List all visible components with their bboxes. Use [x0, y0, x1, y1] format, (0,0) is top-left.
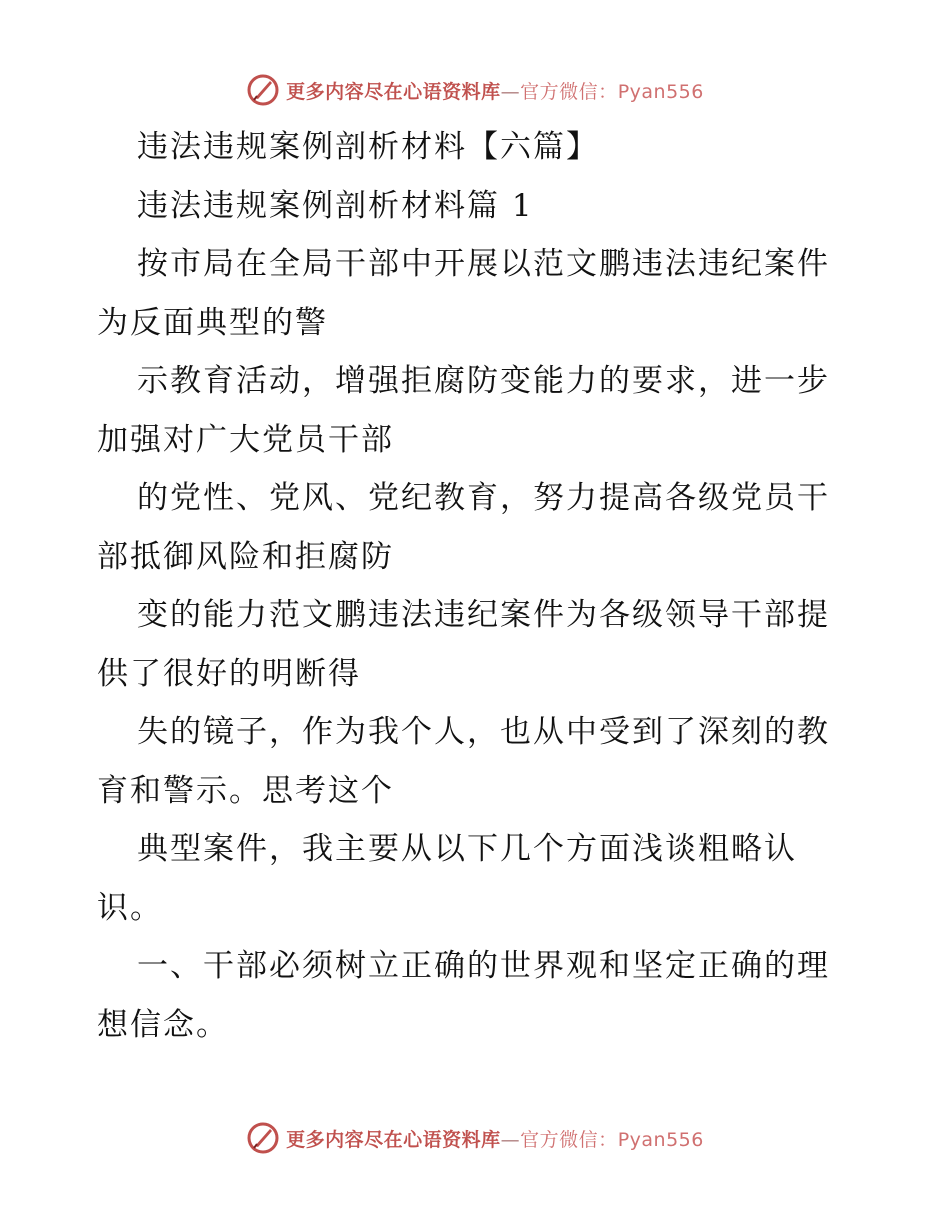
text-line: 的党性、党风、党纪教育，努力提高各级党员干 [137, 480, 830, 516]
footer-banner-text [286, 1125, 704, 1152]
footer-separator: — [500, 1128, 521, 1151]
header-separator: — [500, 80, 521, 103]
text-line: 加强对广大党员干部 [97, 421, 394, 458]
text-line: 变的能力范文鹏违法违纪案件为各级领导干部提 [137, 597, 830, 633]
text-line: 典型案件，我主要从以下几个方面浅谈粗略认 [137, 831, 797, 867]
text-line: 为反面典型的警 [97, 304, 328, 341]
quill-logo-icon [246, 1121, 280, 1155]
header-wechat-label: 官方微信： [520, 80, 618, 103]
footer-wechat-id: Pyan556 [617, 1128, 704, 1151]
text-line: 供了很好的明断得 [97, 655, 361, 692]
text-line: 育和警示。思考这个 [97, 772, 394, 809]
footer-site-name: 更多内容尽在心语资料库 [286, 1128, 501, 1151]
text-line: 一、干部必须树立正确的世界观和坚定正确的理 [137, 948, 830, 984]
text-line: 按市局在全局干部中开展以范文鹏违法违纪案件 [137, 246, 830, 282]
text-line: 示教育活动，增强拒腐防变能力的要求，进一步 [137, 363, 830, 399]
text-line: 想信念。 [97, 1006, 229, 1043]
header-banner-text [286, 77, 704, 104]
text-line: 识。 [97, 889, 163, 926]
header-site-name: 更多内容尽在心语资料库 [286, 80, 501, 103]
footer-wechat-label: 官方微信： [520, 1128, 618, 1151]
document-body [97, 118, 857, 1054]
quill-logo-icon [246, 73, 280, 107]
text-line: 失的镜子，作为我个人，也从中受到了深刻的教 [137, 714, 830, 750]
header-wechat-id: Pyan556 [617, 80, 704, 103]
text-line: 部抵御风险和拒腐防 [97, 538, 394, 575]
footer-watermark-banner [0, 1118, 950, 1158]
header-watermark-banner [0, 70, 950, 110]
section-heading: 违法违规案例剖析材料篇 1 [137, 187, 534, 224]
document-title: 违法违规案例剖析材料【六篇】 [137, 129, 599, 165]
